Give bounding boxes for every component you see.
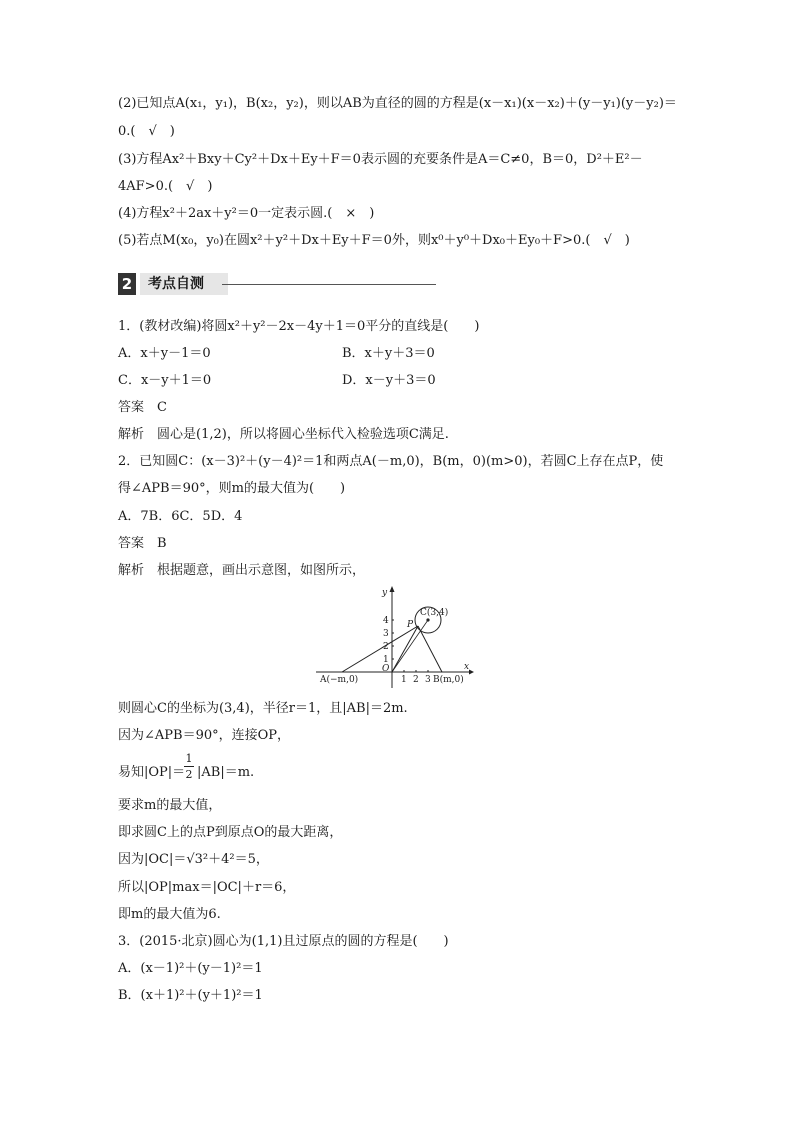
q1-option-c: C．x－y＋1＝0 xyxy=(118,373,212,388)
x-tick-label-3: 3 xyxy=(425,675,431,685)
section-title: 考点自测 xyxy=(140,273,228,295)
x-axis-arrow xyxy=(469,670,474,675)
q2-step-2: 因为∠APB＝90°，连接OP， xyxy=(118,728,291,743)
q1-option-d: D．x－y＋3＝0 xyxy=(342,373,436,388)
y-tick-label-4: 4 xyxy=(383,616,389,626)
section-number: 2 xyxy=(118,273,136,295)
y-tick-label-2: 2 xyxy=(383,642,389,652)
section-banner xyxy=(118,273,436,297)
segment-op xyxy=(392,626,418,672)
item-2-line1: (2)已知点A(x₁，y₁)，B(x₂，y₂)，则以AB为直径的圆的方程是(x－x₁)(x－x₂)＋(y－y₁)(y－y₂)＝ xyxy=(118,96,677,111)
q1-option-a: A．x＋y－1＝0 xyxy=(118,346,211,361)
point-b-label: B(m,0) xyxy=(433,675,464,685)
y-axis-arrow xyxy=(390,586,395,592)
q2-stem-line1: 2．已知圆C：(x－3)²＋(y－4)²＝1和两点A(－m,0)，B(m，0)(m>0)，若圆C上存在点P，使 xyxy=(118,454,664,469)
point-c-label: C(3,4) xyxy=(420,608,449,618)
q3-option-b: B．(x＋1)²＋(y＋1)²＝1 xyxy=(118,988,263,1003)
q2-step-3-suffix: |AB|＝m. xyxy=(197,765,255,780)
section-rule xyxy=(222,284,436,285)
x-tick-label-2: 2 xyxy=(413,675,419,685)
q2-step-8: 即m的最大值为6. xyxy=(118,907,221,922)
item-3-line2: 4AF>0.( √ ) xyxy=(118,179,213,194)
q3-stem: 3．(2015·北京)圆心为(1,1)且过原点的圆的方程是( ) xyxy=(118,934,449,949)
q1-analysis: 解析 圆心是(1,2)，所以将圆心坐标代入检验选项C满足. xyxy=(118,427,449,442)
x-axis-label: x xyxy=(464,662,470,672)
fraction-numerator: 1 xyxy=(185,752,193,765)
q2-options: A．7B．6C．5D．4 xyxy=(118,509,243,524)
x-tick-label-1: 1 xyxy=(401,675,407,685)
item-2-line2: 0.( √ ) xyxy=(118,124,175,139)
segment-ap xyxy=(342,626,418,672)
q2-step-7: 所以|OP|max＝|OC|＋r＝6， xyxy=(118,880,296,895)
y-axis-label: y xyxy=(382,588,388,598)
y-tick-label-1: 1 xyxy=(383,655,389,665)
q1-answer: 答案 C xyxy=(118,400,167,415)
q2-step-6: 因为|OC|＝√3²＋4²＝5， xyxy=(118,852,269,867)
point-a-label: A(−m,0) xyxy=(320,675,359,685)
origin-label: O xyxy=(382,664,390,674)
q2-analysis: 解析 根据题意，画出示意图，如图所示， xyxy=(118,563,366,578)
q2-step-1: 则圆心C的坐标为(3,4)，半径r＝1，且|AB|＝2m. xyxy=(118,701,408,716)
q2-step-3-prefix: 易知|OP|＝ xyxy=(118,765,186,780)
item-5: (5)若点M(x₀，y₀)在圆x²＋y²＋Dx＋Ey＋F＝0外，则x⁰＋y⁰＋Dx₀＋Ey₀＋F>0.( √ ) xyxy=(118,233,630,248)
q3-option-a: A．(x－1)²＋(y－1)²＝1 xyxy=(118,961,263,976)
circle-diagram xyxy=(316,584,476,694)
q1-option-b: B．x＋y＋3＝0 xyxy=(342,346,435,361)
q2-stem-line2: 得∠APB＝90°，则m的最大值为( ) xyxy=(118,481,346,496)
item-4: (4)方程x²＋2ax＋y²＝0一定表示圆.( × ) xyxy=(118,206,375,221)
item-3-line1: (3)方程Ax²＋Bxy＋Cy²＋Dx＋Ey＋F＝0表示圆的充要条件是A＝C≠0，B＝0，D²＋E²－ xyxy=(118,152,643,167)
q2-step-4: 要求m的最大值， xyxy=(118,798,222,813)
fraction-bar xyxy=(184,766,194,767)
fraction-denominator: 2 xyxy=(185,768,193,781)
q2-step-5: 即求圆C上的点P到原点O的最大距离， xyxy=(118,825,343,840)
q1-stem: 1．(教材改编)将圆x²＋y²－2x－4y＋1＝0平分的直线是( ) xyxy=(118,319,480,334)
point-p-label: P xyxy=(407,620,414,630)
q2-answer: 答案 B xyxy=(118,536,167,551)
y-tick-label-3: 3 xyxy=(383,629,389,639)
